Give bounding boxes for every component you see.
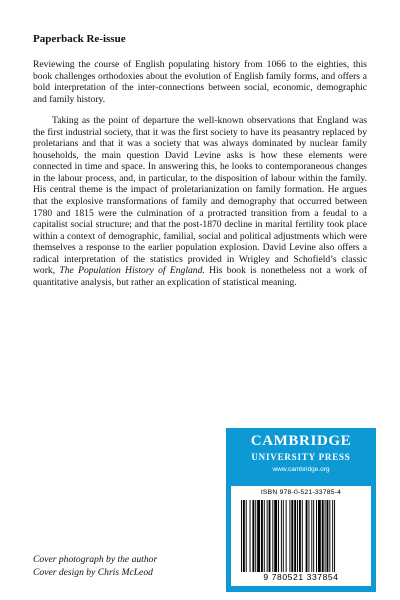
book-title: The Population History of England.: [59, 265, 205, 277]
blurb-paragraph-2-end: His book is nonetheless not a work of quantitative analysis, but rather an explication of statistical meaning.: [33, 265, 368, 288]
blurb-paragraph-2-text: Taking as the point of departure the well-known observations that England was the first industrial society, that it was the first society to have its peasantry replaced by proletarians and that it was a society that was always dominated by nuclear family households, the main question David Levine asks is how these elements were connected in time and space. In answering this, he looks to contemporaneous changes in the labour process, and, in particular, to the disposition of labour within the family. His central theme is the impact of proletarianization on family formation. He argues that the explosive transformations of family and demography that occurred between 1780 and 1815 were the culmination of a protracted transition from a feudal to a capitalist social structure; and that the post-1870 decline in marital fertility took place within a context of demographic, familial, social and political adjustments which were themselves a response to the earlier population explosion. David Levine also offers a radical interpretation of the statistics provided in Wrigley and Schofield’s classic work,: [33, 115, 367, 277]
blurb: [33, 59, 367, 288]
photo-credit: Cover photograph by the author: [33, 554, 158, 565]
page-heading: Paperback Re-issue: [33, 33, 126, 45]
barcode-icon: [241, 500, 366, 572]
isbn-label: ISBN 978-0-521-33785-4: [260, 489, 342, 496]
isbn-box: [231, 486, 371, 586]
blurb-paragraph-2: [33, 115, 367, 288]
publisher-panel: [226, 428, 376, 592]
publisher-name: CAMBRIDGE: [250, 433, 352, 449]
cover-credits: [33, 554, 157, 579]
publisher-url: www.cambridge.org: [272, 466, 330, 473]
barcode-digits: 9 780521 337854: [263, 572, 339, 582]
publisher-subtitle: UNIVERSITY PRESS: [251, 452, 351, 462]
blurb-paragraph-1: Reviewing the course of English populating history from 1066 to the eighties, this book challenges orthodoxies about the evolution of English family forms, and offers a bold interpretation of the inter-connections between social, economic, demographic and family history.: [33, 59, 367, 105]
design-credit: Cover design by Chris McLeod: [33, 566, 153, 578]
